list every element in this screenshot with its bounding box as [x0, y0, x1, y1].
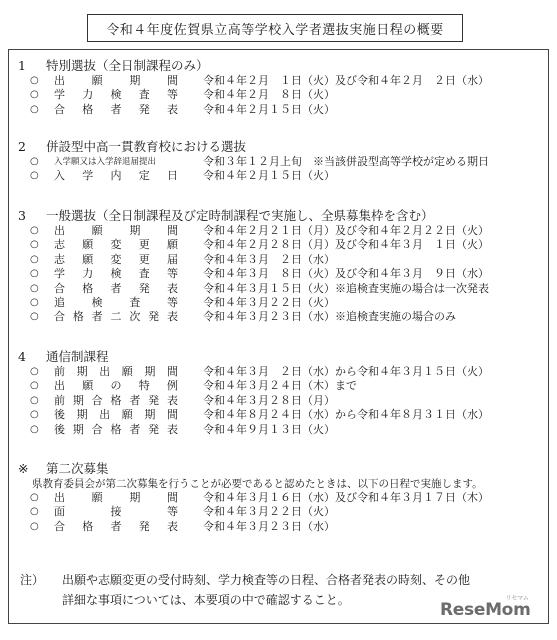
schedule-label: 合 格 者 発 表: [54, 102, 178, 116]
schedule-label: 後 期 出 願 期 間: [54, 408, 178, 422]
footnote-lead: 注）: [20, 573, 45, 587]
schedule-label: 志 願 変 更 願: [54, 238, 178, 252]
footnote-line-2: 詳細な事項については、本要項の中で確認すること。: [62, 593, 350, 607]
schedule-label: 志 願 変 更 届: [54, 252, 178, 266]
schedule-date: 令和４年２月 １日（火）及び令和４年２月 ２日（水）: [203, 74, 489, 87]
schedule-row: [18, 379, 548, 393]
schedule-row: [18, 224, 548, 238]
schedule-date: 令和４年２月１５日（火）: [203, 169, 335, 183]
schedule-row: [18, 103, 548, 117]
schedule-date: 令和４年２月 ８日（火）: [203, 88, 335, 102]
schedule-row: [18, 282, 548, 296]
circle-bullet-icon: ○: [30, 239, 39, 251]
schedule-label: 入学願又は入学辞退届提出: [54, 157, 157, 167]
schedule-date: 令和３年１２月上旬 ※当該併設型高等学校が定める期日: [203, 155, 489, 168]
schedule-date: 令和４年３月 ２日（水）: [203, 252, 335, 266]
circle-bullet-icon: ○: [30, 282, 39, 294]
schedule-row: [18, 88, 548, 102]
circle-bullet-icon: ○: [30, 506, 39, 518]
schedule-date: 令和４年３月 ２日（水）から令和４年３月１５日（火）: [203, 365, 489, 378]
schedule-label: 合 格 者 二 次 発 表: [54, 310, 178, 324]
schedule-date: 令和４年９月１３日（火）: [203, 422, 335, 436]
schedule-row: [18, 423, 548, 437]
schedule-date: 令和４年８月２４日（水）から令和４年８月３１日（水）: [203, 408, 489, 422]
circle-bullet-icon: ○: [30, 75, 39, 86]
schedule-row: [18, 296, 548, 310]
circle-bullet-icon: ○: [30, 296, 39, 308]
schedule-date: 令和４年３月２４日（木）まで: [203, 379, 357, 393]
circle-bullet-icon: ○: [30, 366, 39, 377]
schedule-row: [18, 267, 548, 281]
section-note: 県教育委員会が第二次募集を行うことが必要であると認めたときは、以下の日程で実施します。: [32, 478, 483, 490]
schedule-row: [18, 505, 548, 519]
schedule-row: [18, 310, 548, 324]
circle-bullet-icon: ○: [30, 394, 39, 406]
circle-bullet-icon: ○: [30, 409, 39, 421]
schedule-row: [18, 155, 548, 169]
schedule-label: 出 願 期 間: [54, 491, 178, 504]
circle-bullet-icon: ○: [30, 225, 39, 236]
circle-bullet-icon: ○: [30, 492, 39, 503]
section-title: 第二次募集: [46, 461, 109, 476]
schedule-date: 令和４年３月 ８日（火）及び令和４年３月 ９日（水）: [203, 267, 489, 281]
schedule-label: 前 期 合 格 者 発 表: [54, 393, 178, 407]
logo-text: ReseMom: [440, 600, 531, 620]
schedule-label: 後 期 合 格 者 発 表: [54, 422, 178, 436]
circle-bullet-icon: ○: [30, 520, 39, 532]
schedule-date: 令和４年３月１６日（水）及び令和４年３月１７日（木）: [203, 491, 489, 504]
schedule-row: [18, 394, 548, 408]
schedule-date: 令和４年３月１５日（火）※追検査実施の場合は一次発表: [203, 281, 489, 295]
footnote-line-1: 出願や志願変更の受付時刻、学力検査等の日程、合格者発表の時刻、その他: [62, 573, 471, 587]
schedule-row: [18, 365, 548, 379]
circle-bullet-icon: ○: [30, 156, 39, 167]
schedule-row: [18, 491, 548, 505]
schedule-date: 令和４年２月２８日（月）及び令和４年３月 １日（火）: [203, 238, 489, 252]
section-5: [18, 460, 548, 534]
section-heading: [18, 348, 548, 365]
section-number: 1: [18, 58, 26, 73]
section-heading: [18, 207, 548, 224]
section-title: 特別選抜（全日制課程のみ）: [46, 58, 209, 73]
circle-bullet-icon: ○: [30, 103, 39, 115]
section-number: 3: [18, 208, 26, 223]
schedule-label: 面 接 等: [54, 505, 178, 519]
section-number: 2: [18, 139, 26, 154]
section-heading: [18, 460, 548, 477]
schedule-label: 学 力 検 査 等: [54, 267, 178, 281]
schedule-date: 令和４年２月２１日（月）及び令和４年２月２２日（火）: [203, 224, 489, 237]
schedule-date: 令和４年２月１５日（火）: [203, 102, 335, 116]
circle-bullet-icon: ○: [30, 170, 39, 182]
schedule-label: 入 学 内 定 日: [54, 169, 178, 183]
schedule-date: 令和４年３月２３日（水）: [203, 519, 335, 533]
section-heading: [18, 57, 548, 74]
section-1: [18, 57, 548, 117]
schedule-date: 令和４年３月２２日（火）: [203, 295, 335, 309]
schedule-frame: [8, 49, 549, 624]
schedule-row: [18, 520, 548, 534]
schedule-label: 学 力 検 査 等: [54, 88, 178, 102]
schedule-row: [18, 238, 548, 252]
circle-bullet-icon: ○: [30, 89, 39, 101]
schedule-date: 令和４年３月２２日（火）: [203, 505, 335, 519]
schedule-label: 出 願 の 特 例: [54, 379, 178, 393]
circle-bullet-icon: ○: [30, 380, 39, 392]
circle-bullet-icon: ○: [30, 253, 39, 265]
section-3: [18, 207, 548, 325]
schedule-date: 令和４年３月２８日（月）: [203, 393, 335, 407]
schedule-row: [18, 253, 548, 267]
section-title: 併設型中高一貫教育校における選抜: [46, 139, 247, 154]
section-number: ※: [18, 461, 29, 476]
schedule-row: [18, 169, 548, 183]
section-2: [18, 138, 548, 184]
circle-bullet-icon: ○: [30, 311, 39, 323]
section-number: 4: [18, 349, 26, 364]
section-4: [18, 348, 548, 437]
resemom-logo: [440, 595, 531, 620]
logo-subtext: リセマム: [505, 595, 529, 602]
schedule-date: 令和４年３月２３日（水）※追検査実施の場合のみ: [203, 310, 456, 324]
schedule-label: 出 願 期 間: [54, 74, 178, 87]
page-title: 令和４年度佐賀県立高等学校入学者選抜実施日程の概要: [87, 14, 463, 42]
circle-bullet-icon: ○: [30, 423, 39, 435]
section-heading: [18, 138, 548, 155]
section-title: 通信制課程: [46, 349, 109, 364]
schedule-label: 追 検 査 等: [54, 295, 178, 309]
schedule-row: [18, 74, 548, 88]
schedule-label: 合 格 者 発 表: [54, 281, 178, 295]
schedule-label: 出 願 期 間: [54, 224, 178, 237]
schedule-label: 前 期 出 願 期 間: [54, 365, 178, 378]
schedule-label: 合 格 者 発 表: [54, 519, 178, 533]
schedule-row: [18, 408, 548, 422]
circle-bullet-icon: ○: [30, 268, 39, 280]
section-title: 一般選抜（全日制課程及び定時制課程で実施し、全県募集枠を含む）: [46, 208, 434, 223]
